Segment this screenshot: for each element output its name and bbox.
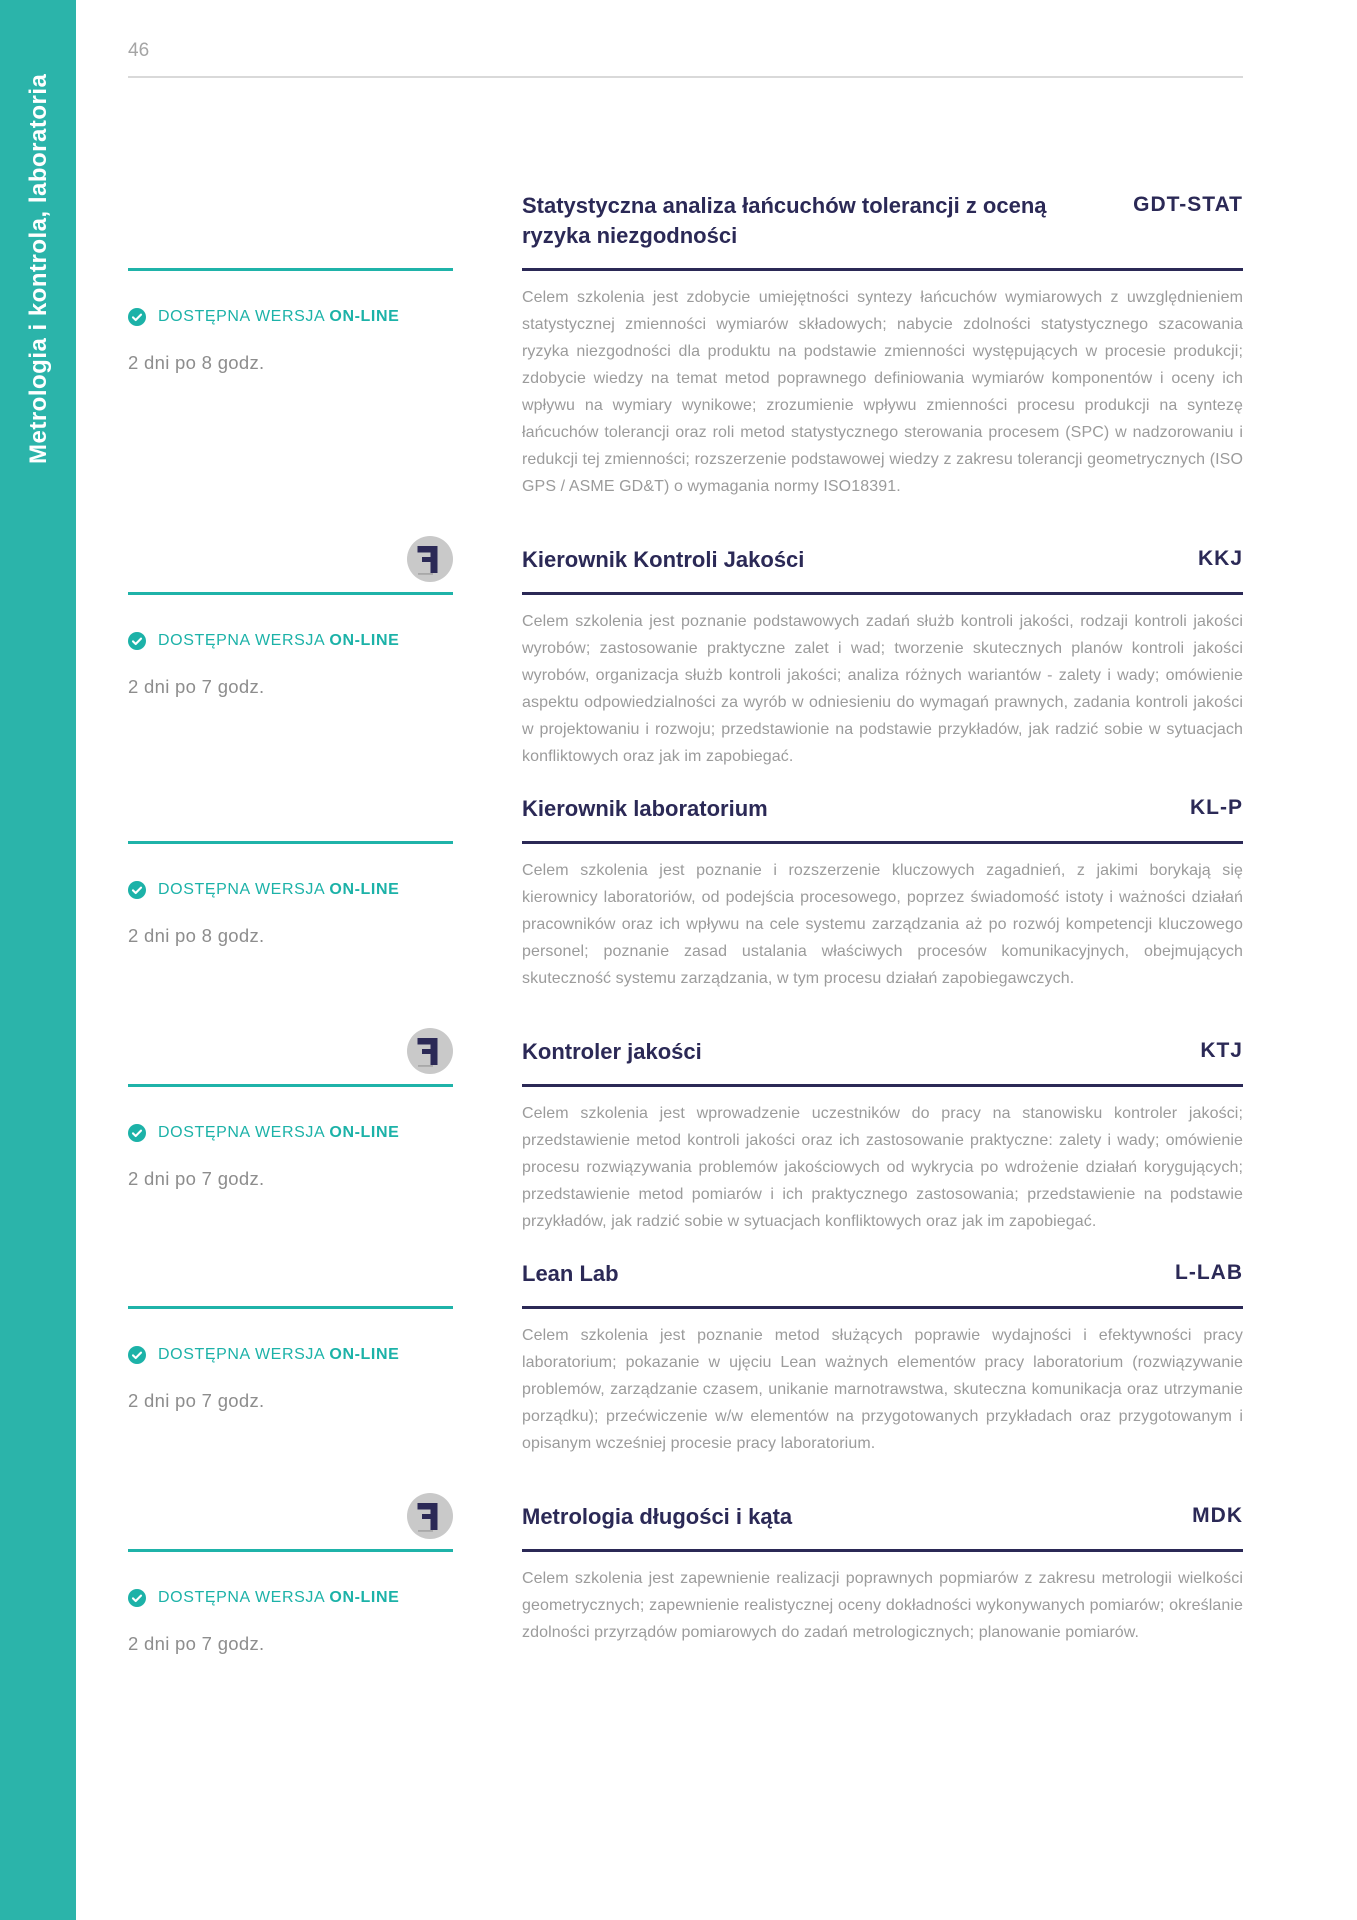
course-header [522, 1481, 1243, 1532]
course-code: KTJ [1200, 1039, 1243, 1062]
course-code: KKJ [1197, 547, 1243, 570]
online-availability [128, 308, 453, 326]
teal-divider [128, 1549, 453, 1552]
teal-divider [128, 1306, 453, 1309]
course-header [522, 1016, 1243, 1067]
check-circle-icon [128, 308, 146, 326]
course-duration: 2 dni po 8 godz. [128, 352, 265, 373]
course-duration: 2 dni po 7 godz. [128, 1168, 265, 1189]
navy-divider [522, 1549, 1243, 1552]
course-header [522, 1259, 1243, 1289]
course-body [522, 1532, 1243, 1655]
course-icon-area [128, 524, 453, 575]
check-circle-icon [128, 1589, 146, 1607]
course-meta [128, 575, 453, 770]
course-meta [128, 251, 453, 500]
course-code: MDK [1192, 1504, 1243, 1527]
online-availability [128, 881, 453, 899]
online-availability-label: DOSTĘPNA WERSJA ON-LINE [158, 1124, 400, 1141]
page-content [128, 0, 1243, 1655]
course-code: GDT-STAT [1133, 193, 1243, 216]
course-code: KL-P [1190, 796, 1243, 819]
course-title: Kontroler jakości [522, 1039, 702, 1064]
course-meta [128, 824, 453, 992]
course-duration: 2 dni po 7 godz. [128, 1633, 265, 1654]
online-availability-label: DOSTĘPNA WERSJA ON-LINE [158, 1346, 400, 1363]
course-title: Metrologia długości i kąta [522, 1504, 793, 1529]
course-title: Statystyczna analiza łańcuchów tolerancji z oceną ryzyka niezgodności [522, 193, 1047, 248]
course-icon-area [128, 1481, 453, 1532]
caliper-icon [407, 536, 453, 587]
course-body [522, 575, 1243, 770]
check-circle-icon [128, 1124, 146, 1142]
course-code: L-LAB [1175, 1261, 1243, 1284]
navy-divider [522, 841, 1243, 844]
navy-divider [522, 268, 1243, 271]
course-duration: 2 dni po 7 godz. [128, 1390, 265, 1411]
course-meta [128, 1289, 453, 1457]
online-availability-label: DOSTĘPNA WERSJA ON-LINE [158, 308, 400, 325]
course-entry [128, 1016, 1243, 1235]
teal-divider [128, 268, 453, 271]
online-availability [128, 1589, 453, 1607]
caliper-icon [407, 1493, 453, 1544]
course-description: Celem szkolenia jest wprowadzenie uczestników do pracy na stanowisku kontroler jakości; przedstawienie metod kontroli jakości oraz ich zastosowanie praktyczne: zalety i wady; omówienie procesu rozwiązywania problemów jakościowych od wykrycia po wdrożenie działań korygujących; przedstawienie metod pomiarów i ich praktycznego zastosowania; przedstawienie na podstawie przykładów, jak radzić sobie w sytuacjach konfliktowych oraz jak im zapobiegać. [522, 1105, 1243, 1230]
page-number: 46 [128, 40, 150, 61]
course-title: Lean Lab [522, 1261, 619, 1286]
online-availability-label: DOSTĘPNA WERSJA ON-LINE [158, 881, 400, 898]
course-meta [128, 1067, 453, 1235]
course-body [522, 1067, 1243, 1235]
course-list [128, 191, 1243, 1655]
check-circle-icon [128, 632, 146, 650]
course-description: Celem szkolenia jest poznanie i rozszerzenie kluczowych zagadnień, z jakimi borykają się kierownicy laboratoriów, od podejścia procesowego, poprzez świadomość istoty i ważności działań pracowników oraz ich wpływu na cele systemu zarządzania aż po rozwój kompetencji kluczowego personel; poznanie zasad ustalania właściwych procesów komunikacyjnych, obejmujących skuteczność systemu zarządzania, w tym procesu działań zapobiegawczych. [522, 862, 1243, 987]
online-availability-label: DOSTĘPNA WERSJA ON-LINE [158, 1589, 400, 1606]
check-circle-icon [128, 881, 146, 899]
course-icon-area [128, 1016, 453, 1067]
category-sidebar-label: Metrologia i kontrola, laboratoria [25, 73, 52, 464]
navy-divider [522, 592, 1243, 595]
course-header [522, 191, 1243, 251]
caliper-icon [407, 1028, 453, 1079]
course-body [522, 1289, 1243, 1457]
course-meta [128, 1532, 453, 1655]
course-entry [128, 524, 1243, 770]
course-body [522, 251, 1243, 500]
course-entry [128, 1481, 1243, 1655]
online-availability [128, 632, 453, 650]
course-header [522, 524, 1243, 575]
course-title: Kierownik laboratorium [522, 796, 768, 821]
course-description: Celem szkolenia jest zdobycie umiejętności syntezy łańcuchów wymiarowych z uwzględnieniem statystycznej zmienności wymiarów składowych; nabycie zdolności statystycznego szacowania ryzyka niezgodności dla produktu na podstawie zmienności występujących w procesie produkcji; zdobycie wiedzy na temat metod poprawnego definiowania wymiarów komponentów i oceny ich wpływu na wymiary wynikowe; zrozumienie wpływu zmienności procesu produkcji na syntezę łańcuchów tolerancji oraz roli metod statystycznego sterowania procesem (SPC) w nadzorowaniu i redukcji tej zmienności; rozszerzenie podstawowej wiedzy z zakresu tolerancji geometrycznych (ISO GPS / ASME GD&T) o wymagania normy ISO18391. [522, 289, 1243, 495]
category-sidebar [0, 0, 76, 1920]
course-entry [128, 1259, 1243, 1457]
course-icon-area [128, 191, 453, 251]
teal-divider [128, 592, 453, 595]
teal-divider [128, 1084, 453, 1087]
navy-divider [522, 1306, 1243, 1309]
course-icon-area [128, 1259, 453, 1289]
course-title: Kierownik Kontroli Jakości [522, 547, 805, 572]
course-duration: 2 dni po 8 godz. [128, 925, 265, 946]
navy-divider [522, 1084, 1243, 1087]
course-body [522, 824, 1243, 992]
course-header [522, 794, 1243, 824]
course-duration: 2 dni po 7 godz. [128, 676, 265, 697]
header-divider [128, 76, 1243, 78]
course-entry [128, 794, 1243, 992]
online-availability [128, 1346, 453, 1364]
check-circle-icon [128, 1346, 146, 1364]
course-description: Celem szkolenia jest poznanie metod służących poprawie wydajności i efektywności pracy laboratorium; pokazanie w ujęciu Lean ważnych elementów pracy laboratorium (rozwiązywanie problemów, zarządzanie czasem, unikanie marnotrawstwa, skuteczna komunikacja oraz utrzymanie porządku); przećwiczenie w/w elementów na przygotowanych przykładach oraz przygotowanym i opisanym wcześniej procesie pracy laboratorium. [522, 1327, 1243, 1452]
course-entry [128, 191, 1243, 500]
online-availability-label: DOSTĘPNA WERSJA ON-LINE [158, 632, 400, 649]
teal-divider [128, 841, 453, 844]
course-icon-area [128, 794, 453, 824]
course-description: Celem szkolenia jest zapewnienie realizacji poprawnych popmiarów z zakresu metrologii wielkości geometrycznych; zapewnienie realistycznej oceny dokładności wykonywanych pomiarów; określanie zdolności przyrządów pomiarowych do zadań metrologicznych; planowanie pomiarów. [522, 1570, 1243, 1641]
online-availability [128, 1124, 453, 1142]
course-description: Celem szkolenia jest poznanie podstawowych zadań służb kontroli jakości, rodzaji kontroli jakości wyrobów; zastosowanie praktyczne zalet i wad; tworzenie skutecznych planów kontroli jakości wyrobów, organizacja służb kontroli jakości; analiza różnych wariantów - zalety i wady; omówienie aspektu odpowiedzialności za wyrób w odniesieniu do wymagań prawnych, zadania kontroli jakości w projektowaniu i rozwoju; przedstawionie na podstawie przykładów, jak radzić sobie w sytuacjach konfliktowych oraz jak im zapobiegać. [522, 613, 1243, 765]
